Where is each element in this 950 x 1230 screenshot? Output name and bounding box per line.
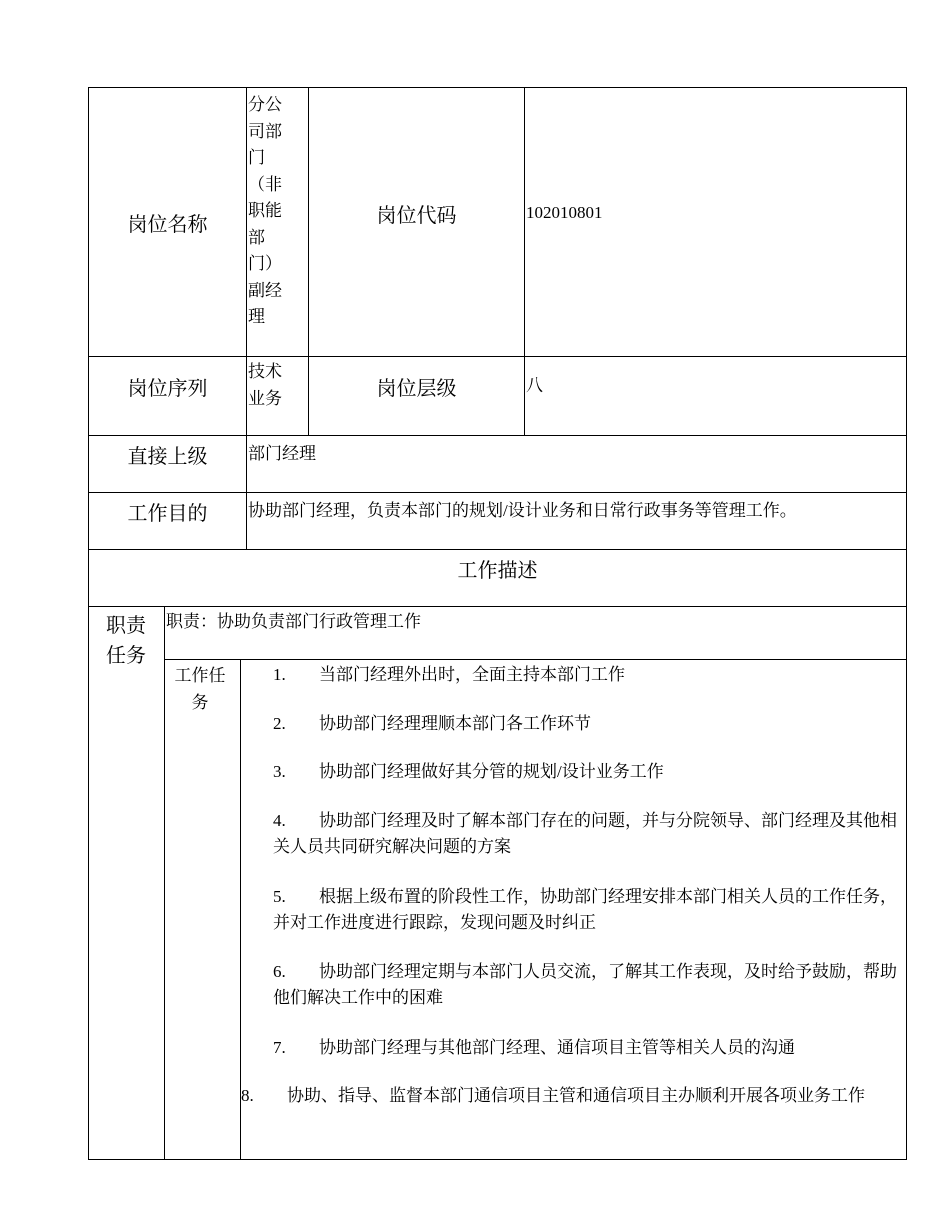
list-item xyxy=(273,808,901,860)
task-label: 工作任务 xyxy=(174,666,226,712)
task-number: 7. xyxy=(273,1038,286,1057)
list-item xyxy=(273,759,901,785)
duty-title: 职责：协助负责部门行政管理工作 xyxy=(166,612,421,631)
task-number: 3. xyxy=(273,762,286,781)
direct-superior-value: 部门经理 xyxy=(248,444,316,463)
grid-line xyxy=(88,606,907,607)
position-name-label: 岗位名称 xyxy=(127,213,208,236)
task-text: 当部门经理外出时，全面主持本部门工作 xyxy=(319,665,625,684)
duty-label: 职责任务 xyxy=(106,615,146,667)
grid-line xyxy=(88,1159,907,1160)
task-number: 5. xyxy=(273,887,286,906)
section-title: 工作描述 xyxy=(457,559,538,582)
task-text: 协助部门经理定期与本部门人员交流，了解其工作表现，及时给予鼓励，帮助他们解决工作中的困难 xyxy=(273,962,897,1007)
task-text: 根据上级布置的阶段性工作，协助部门经理安排本部门相关人员的工作任务，并对工作进度进行跟踪，发现问题及时纠正 xyxy=(273,887,897,932)
grid-line xyxy=(524,87,525,436)
work-purpose-label: 工作目的 xyxy=(127,502,208,525)
task-number: 4. xyxy=(273,811,286,830)
list-item xyxy=(273,711,901,737)
task-number: 6. xyxy=(273,962,286,981)
grid-line xyxy=(164,606,165,1160)
position-sequence-label: 岗位序列 xyxy=(127,377,208,400)
task-number: 1. xyxy=(273,665,286,684)
task-text: 协助部门经理与其他部门经理、通信项目主管等相关人员的沟通 xyxy=(319,1038,795,1057)
grid-line xyxy=(906,87,907,1160)
position-level-label: 岗位层级 xyxy=(376,377,457,400)
grid-line xyxy=(246,87,247,550)
position-code-value: 102010801 xyxy=(526,203,603,222)
position-sequence-value: 技术业务 xyxy=(248,362,282,408)
task-number: 8. xyxy=(241,1086,254,1105)
work-purpose-value: 协助部门经理，负责本部门的规划/设计业务和日常行政事务等管理工作。 xyxy=(248,501,797,520)
task-text: 协助部门经理及时了解本部门存在的问题，并与分院领导、部门经理及其他相关人员共同研究解决问题的方案 xyxy=(273,811,897,856)
grid-line xyxy=(164,659,907,660)
task-text: 协助部门经理做好其分管的规划/设计业务工作 xyxy=(319,762,664,781)
task-text: 协助部门经理理顺本部门各工作环节 xyxy=(319,714,591,733)
direct-superior-label: 直接上级 xyxy=(127,445,208,468)
task-text: 协助、指导、监督本部门通信项目主管和通信项目主办顺利开展各项业务工作 xyxy=(287,1086,865,1105)
position-name-value: 分公司部门（非职能部门）副经理 xyxy=(248,95,282,326)
list-item xyxy=(273,959,901,1011)
position-code-label: 岗位代码 xyxy=(376,204,457,227)
list-item xyxy=(273,884,901,936)
task-number: 2. xyxy=(273,714,286,733)
list-item xyxy=(273,1035,901,1061)
position-level-value: 八 xyxy=(526,376,543,395)
list-item xyxy=(241,1083,901,1109)
list-item xyxy=(273,662,901,688)
